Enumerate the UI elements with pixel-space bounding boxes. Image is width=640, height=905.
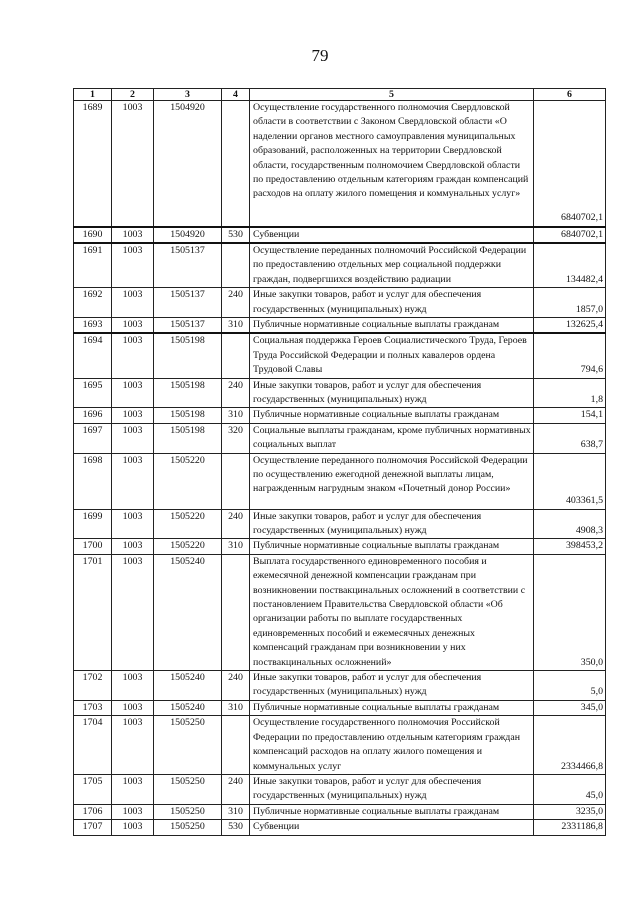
- expense-kind: 320: [222, 423, 250, 453]
- row-number: 1697: [74, 423, 112, 453]
- section-code: 1003: [112, 716, 154, 775]
- target-code: 1505250: [154, 820, 222, 835]
- section-code: 1003: [112, 509, 154, 539]
- column-header: 6: [534, 89, 606, 101]
- section-code: 1003: [112, 101, 154, 227]
- item-name: Иные закупки товаров, работ и услуг для обеспечения государственных (муниципальных) нужд: [250, 378, 534, 408]
- amount: 794,6: [534, 333, 606, 378]
- row-number: 1706: [74, 804, 112, 819]
- table-row: [74, 317, 606, 333]
- amount: 2334466,8: [534, 716, 606, 775]
- amount: 6840702,1: [534, 101, 606, 227]
- row-number: 1707: [74, 820, 112, 835]
- column-header: 5: [250, 89, 534, 101]
- target-code: 1505220: [154, 509, 222, 539]
- row-number: 1696: [74, 408, 112, 423]
- row-number: 1691: [74, 243, 112, 288]
- amount: 350,0: [534, 554, 606, 670]
- item-name: Публичные нормативные социальные выплаты гражданам: [250, 408, 534, 423]
- table-row: [74, 700, 606, 715]
- budget-table: [73, 88, 606, 836]
- item-name: Социальные выплаты гражданам, кроме публичных нормативных социальных выплат: [250, 423, 534, 453]
- item-name: Публичные нормативные социальные выплаты гражданам: [250, 317, 534, 333]
- expense-kind: 310: [222, 408, 250, 423]
- expense-kind: 240: [222, 378, 250, 408]
- amount: 638,7: [534, 423, 606, 453]
- row-number: 1700: [74, 539, 112, 554]
- item-name: Социальная поддержка Героев Социалистического Труда, Героев Труда Российской Федерации и полных кавалеров ордена Трудовой Славы: [250, 333, 534, 378]
- table-row: [74, 333, 606, 378]
- column-header: 1: [74, 89, 112, 101]
- section-code: 1003: [112, 243, 154, 288]
- item-name: Иные закупки товаров, работ и услуг для обеспечения государственных (муниципальных) нужд: [250, 774, 534, 804]
- item-name: Публичные нормативные социальные выплаты гражданам: [250, 539, 534, 554]
- target-code: 1505198: [154, 378, 222, 408]
- item-name: Осуществление государственного полномочия Российской Федерации по предоставлению отдельным категориям граждан компенсаций расходов на оплату жилого помещения и коммунальных услуг: [250, 716, 534, 775]
- table-row: [74, 554, 606, 670]
- amount: 345,0: [534, 700, 606, 715]
- table-row: [74, 453, 606, 509]
- amount: 45,0: [534, 774, 606, 804]
- section-code: 1003: [112, 288, 154, 318]
- table-row: [74, 227, 606, 243]
- row-number: 1690: [74, 227, 112, 243]
- expense-kind: [222, 333, 250, 378]
- item-name: Осуществление государственного полномочия Свердловской области в соответствии с Законом Свердловской области «О наделении органов местного самоуправления муниципальных образований, расположенных на территории Свердловской области, государственным полномочием Свердловской области по предоставлению отдельным категориям граждан компенсаций расходов на оплату жилого помещения и коммунальных услуг»: [250, 101, 534, 227]
- expense-kind: 310: [222, 700, 250, 715]
- section-code: 1003: [112, 423, 154, 453]
- target-code: 1505137: [154, 317, 222, 333]
- row-number: 1702: [74, 671, 112, 701]
- target-code: 1504920: [154, 101, 222, 227]
- expense-kind: 530: [222, 820, 250, 835]
- target-code: 1505250: [154, 804, 222, 819]
- row-number: 1701: [74, 554, 112, 670]
- item-name: Субвенции: [250, 227, 534, 243]
- table-row: [74, 820, 606, 835]
- table-row: [74, 101, 606, 227]
- amount: 2331186,8: [534, 820, 606, 835]
- target-code: 1505198: [154, 423, 222, 453]
- item-name: Иные закупки товаров, работ и услуг для обеспечения государственных (муниципальных) нужд: [250, 288, 534, 318]
- section-code: 1003: [112, 554, 154, 670]
- row-number: 1692: [74, 288, 112, 318]
- amount: 1857,0: [534, 288, 606, 318]
- expense-kind: [222, 243, 250, 288]
- section-code: 1003: [112, 671, 154, 701]
- expense-kind: 310: [222, 804, 250, 819]
- section-code: 1003: [112, 227, 154, 243]
- expense-kind: 240: [222, 288, 250, 318]
- target-code: 1505137: [154, 288, 222, 318]
- column-header: 3: [154, 89, 222, 101]
- table-row: [74, 774, 606, 804]
- expense-kind: 310: [222, 317, 250, 333]
- expense-kind: 240: [222, 774, 250, 804]
- section-code: 1003: [112, 453, 154, 509]
- expense-kind: 310: [222, 539, 250, 554]
- item-name: Иные закупки товаров, работ и услуг для обеспечения государственных (муниципальных) нужд: [250, 671, 534, 701]
- expense-kind: 530: [222, 227, 250, 243]
- column-header: 4: [222, 89, 250, 101]
- target-code: 1505250: [154, 716, 222, 775]
- expense-kind: [222, 453, 250, 509]
- section-code: 1003: [112, 378, 154, 408]
- item-name: Иные закупки товаров, работ и услуг для обеспечения государственных (муниципальных) нужд: [250, 509, 534, 539]
- row-number: 1703: [74, 700, 112, 715]
- amount: 154,1: [534, 408, 606, 423]
- item-name: Осуществление переданного полномочия Российской Федерации по осуществлению ежегодной денежной выплаты лицам, награжденным нагрудным знаком «Почетный донор России»: [250, 453, 534, 509]
- row-number: 1705: [74, 774, 112, 804]
- section-code: 1003: [112, 333, 154, 378]
- section-code: 1003: [112, 539, 154, 554]
- header-row: [74, 89, 606, 101]
- target-code: 1505240: [154, 700, 222, 715]
- row-number: 1694: [74, 333, 112, 378]
- target-code: 1505198: [154, 408, 222, 423]
- column-header: 2: [112, 89, 154, 101]
- page-number: 79: [311, 46, 329, 65]
- section-code: 1003: [112, 700, 154, 715]
- table-row: [74, 716, 606, 775]
- target-code: 1505137: [154, 243, 222, 288]
- row-number: 1699: [74, 509, 112, 539]
- amount: 398453,2: [534, 539, 606, 554]
- row-number: 1695: [74, 378, 112, 408]
- row-number: 1689: [74, 101, 112, 227]
- amount: 5,0: [534, 671, 606, 701]
- amount: 4908,3: [534, 509, 606, 539]
- row-number: 1693: [74, 317, 112, 333]
- target-code: 1505250: [154, 774, 222, 804]
- expense-kind: [222, 101, 250, 227]
- target-code: 1504920: [154, 227, 222, 243]
- item-name: Осуществление переданных полномочий Российской Федерации по предоставлению отдельных мер социальной поддержки граждан, подвергшихся воздействию радиации: [250, 243, 534, 288]
- table-row: [74, 378, 606, 408]
- item-name: Публичные нормативные социальные выплаты гражданам: [250, 700, 534, 715]
- target-code: 1505220: [154, 539, 222, 554]
- table-row: [74, 509, 606, 539]
- section-code: 1003: [112, 774, 154, 804]
- expense-kind: [222, 716, 250, 775]
- section-code: 1003: [112, 820, 154, 835]
- table-row: [74, 671, 606, 701]
- target-code: 1505240: [154, 671, 222, 701]
- table-row: [74, 539, 606, 554]
- expense-kind: 240: [222, 671, 250, 701]
- item-name: Выплата государственного единовременного пособия и ежемесячной денежной компенсации гражданам при возникновении поствакцинальных осложнений в соответствии с постановлением Правительства Свердловской области «Об организации работы по выплате государственных единовременных пособий и ежемесячных денежных компенсаций гражданам при возникновении у них поствакцинальных осложнений»: [250, 554, 534, 670]
- amount: 132625,4: [534, 317, 606, 333]
- target-code: 1505240: [154, 554, 222, 670]
- expense-kind: 240: [222, 509, 250, 539]
- section-code: 1003: [112, 317, 154, 333]
- table-row: [74, 243, 606, 288]
- section-code: 1003: [112, 408, 154, 423]
- amount: 134482,4: [534, 243, 606, 288]
- item-name: Субвенции: [250, 820, 534, 835]
- target-code: 1505198: [154, 333, 222, 378]
- amount: 3235,0: [534, 804, 606, 819]
- table-row: [74, 288, 606, 318]
- row-number: 1704: [74, 716, 112, 775]
- amount: 1,8: [534, 378, 606, 408]
- target-code: 1505220: [154, 453, 222, 509]
- expense-kind: [222, 554, 250, 670]
- row-number: 1698: [74, 453, 112, 509]
- section-code: 1003: [112, 804, 154, 819]
- amount: 403361,5: [534, 453, 606, 509]
- table-row: [74, 423, 606, 453]
- table-row: [74, 408, 606, 423]
- table-row: [74, 804, 606, 819]
- item-name: Публичные нормативные социальные выплаты гражданам: [250, 804, 534, 819]
- amount: 6840702,1: [534, 227, 606, 243]
